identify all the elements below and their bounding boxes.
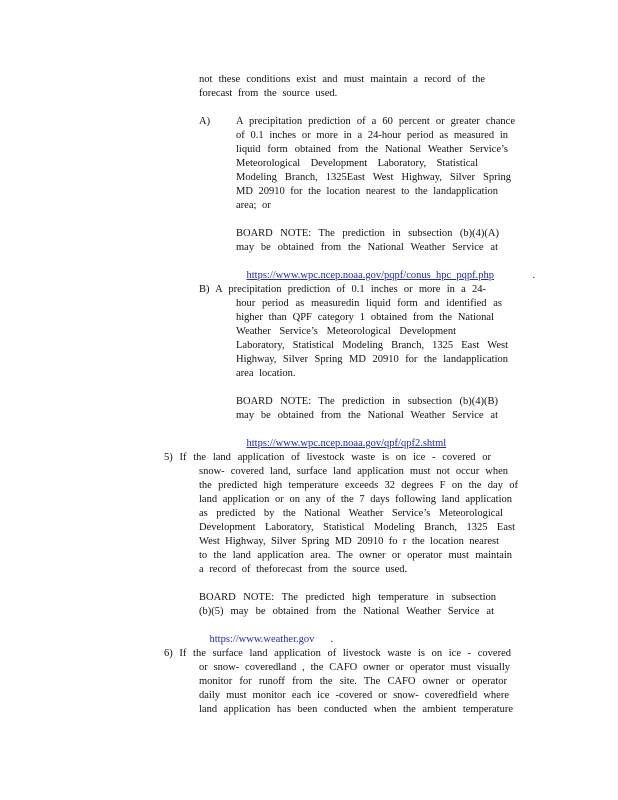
item-a-line: A precipitation prediction of a 60 percent or greater chance — [236, 116, 515, 127]
item-b-line: higher than QPF category 1 obtained from the National — [236, 312, 494, 323]
item-6-line: daily must monitor each ice -covered or snow- coveredfield where — [199, 690, 509, 701]
board-note-5: BOARD NOTE: The predicted high temperature in subsection — [199, 592, 496, 603]
item-a-line: area; or — [236, 200, 271, 211]
board-note-5-link[interactable]: https://www.weather.gov — [209, 634, 315, 646]
intro-line: forecast from the source used. — [199, 88, 338, 99]
item-5-line: West Highway, Silver Spring MD 20910 fo r the location nearest — [199, 536, 499, 547]
item-a-marker: A) — [199, 116, 211, 127]
board-note-a-end: . — [532, 270, 536, 282]
item-b-line: hour period as measuredin liquid form and identified as — [236, 298, 502, 309]
board-note-5: (b)(5) may be obtained from the National Weather Service at — [199, 606, 494, 617]
item-a-line: liquid form obtained from the National Weather Service’s — [236, 144, 508, 155]
item-5-line: land application or on any of the 7 days following land application — [199, 494, 512, 505]
board-note-a: may be obtained from the National Weather Service at — [236, 242, 498, 253]
board-note-b: BOARD NOTE: The prediction in subsection (b)(4)(B) — [236, 396, 498, 407]
item-6-line: land application has been conducted when the ambient temperature — [199, 704, 513, 715]
item-5-line: as predicted by the National Weather Service’s Meteorological — [199, 508, 503, 519]
board-note-b: may be obtained from the National Weather Service at — [236, 410, 498, 421]
item-b-first-line: B) A precipitation prediction of 0.1 inches or more in a 24- — [199, 284, 486, 295]
item-b-line: Weather Service’s Meteorological Development — [236, 326, 456, 337]
item-b-line: Highway, Silver Spring MD 20910 for the landapplication — [236, 354, 508, 365]
item-b-line: Laboratory, Statistical Modeling Branch, 1325 East West — [236, 340, 508, 351]
item-6-first-line: 6) If the surface land application of livestock waste is on ice - covered — [164, 648, 511, 659]
item-6-line: or snow- coveredland , the CAFO owner or operator must visually — [199, 662, 510, 673]
item-5-first-line: 5) If the land application of livestock waste is on ice - covered or — [164, 452, 491, 463]
board-note-a-link[interactable]: https://www.wpc.ncep.noaa.gov/pqpf/conus_hpc_pqpf.php — [246, 270, 494, 282]
item-5-line: Development Laboratory, Statistical Modeling Branch, 1325 East — [199, 522, 515, 533]
board-note-5-end: . — [330, 634, 334, 646]
item-a-line: of 0.1 inches or more in a 24-hour period as measured in — [236, 130, 508, 141]
item-b-line: area location. — [236, 368, 296, 379]
intro-line: not these conditions exist and must maintain a record of the — [199, 74, 485, 85]
item-5-line: to the land application area. The owner or operator must maintain — [199, 550, 512, 561]
board-note-a: BOARD NOTE: The prediction in subsection (b)(4)(A) — [236, 228, 499, 239]
item-5-line: the predicted high temperature exceeds 32 degrees F on the day of — [199, 480, 518, 491]
item-6-line: monitor for runoff from the site. The CAFO owner or operator — [199, 676, 507, 687]
board-note-b-link[interactable]: https://www.wpc.ncep.noaa.gov/qpf/qpf2.shtml — [246, 438, 447, 450]
item-a-line: Modeling Branch, 1325East West Highway, Silver Spring — [236, 172, 511, 183]
item-5-line: a record of theforecast from the source used. — [199, 564, 408, 575]
item-a-line: Meteorological Development Laboratory, Statistical — [236, 158, 478, 169]
item-5-line: snow- covered land, surface land application must not occur when — [199, 466, 508, 477]
item-a-line: MD 20910 for the location nearest to the landapplication — [236, 186, 498, 197]
